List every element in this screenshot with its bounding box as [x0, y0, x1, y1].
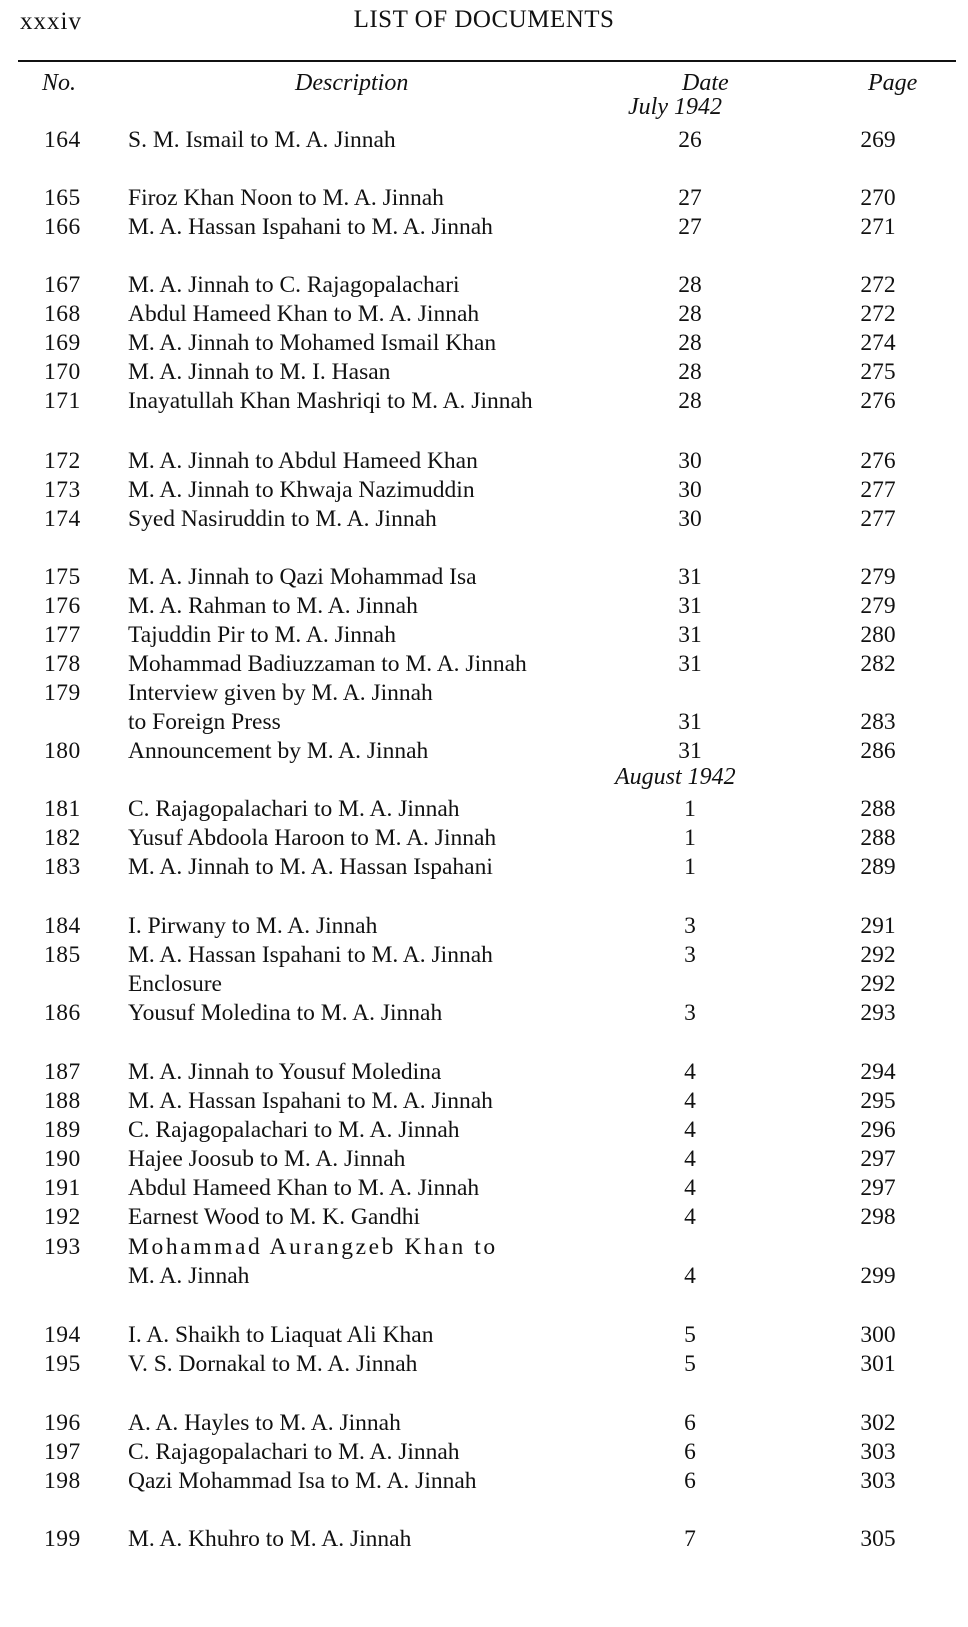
doc-date: 31: [678, 622, 702, 648]
doc-description: Syed Nasiruddin to M. A. Jinnah: [128, 506, 437, 532]
table-row: [0, 328, 968, 358]
table-row: [0, 1524, 968, 1554]
doc-date: 31: [678, 709, 702, 735]
doc-page: 282: [860, 651, 896, 677]
month-heading-august: August 1942: [615, 764, 736, 790]
table-row: [0, 1408, 968, 1438]
doc-description: Yousuf Moledina to M. A. Jinnah: [128, 1000, 443, 1026]
doc-number: 182: [44, 825, 81, 851]
doc-page: 288: [860, 796, 896, 822]
doc-number: 171: [44, 388, 81, 414]
doc-date: 7: [684, 1526, 696, 1552]
doc-date: 3: [684, 913, 696, 939]
doc-number: 187: [44, 1059, 81, 1085]
doc-description: Mohammad Aurangzeb Khan to: [128, 1234, 498, 1260]
column-header-no: No.: [42, 70, 77, 96]
doc-page: 275: [860, 359, 896, 385]
table-row: [0, 1115, 968, 1145]
doc-description: Firoz Khan Noon to M. A. Jinnah: [128, 185, 444, 211]
doc-description: C. Rajagopalachari to M. A. Jinnah: [128, 1439, 460, 1465]
doc-page: 302: [860, 1410, 896, 1436]
doc-page: 297: [860, 1175, 896, 1201]
doc-number: 185: [44, 942, 81, 968]
doc-number: 179: [44, 680, 81, 706]
doc-page: 300: [860, 1322, 896, 1348]
doc-page: 277: [860, 506, 896, 532]
doc-number: 193: [44, 1234, 81, 1260]
doc-page: 274: [860, 330, 896, 356]
doc-page: 303: [860, 1468, 896, 1494]
doc-number: 168: [44, 301, 81, 327]
doc-page: 276: [860, 448, 896, 474]
table-row: [0, 649, 968, 679]
table-row: [0, 562, 968, 592]
doc-description: Earnest Wood to M. K. Gandhi: [128, 1204, 421, 1230]
doc-date: 30: [678, 448, 702, 474]
doc-date: 4: [684, 1204, 696, 1230]
table-row: [0, 212, 968, 242]
doc-description: Enclosure: [128, 971, 222, 997]
table-row: [0, 357, 968, 387]
table-row: [0, 270, 968, 300]
doc-description: Inayatullah Khan Mashriqi to M. A. Jinnah: [128, 388, 533, 414]
table-row: [0, 998, 968, 1028]
table-row: [0, 940, 968, 970]
doc-number: 192: [44, 1204, 81, 1230]
doc-description: M. A. Jinnah to Khwaja Nazimuddin: [128, 477, 475, 503]
doc-date: 6: [684, 1439, 696, 1465]
doc-number: 169: [44, 330, 81, 356]
doc-number: 194: [44, 1322, 81, 1348]
month-heading-july: July 1942: [628, 94, 722, 120]
doc-number: 188: [44, 1088, 81, 1114]
doc-number: 186: [44, 1000, 81, 1026]
doc-page: 292: [860, 942, 896, 968]
doc-description: V. S. Dornakal to M. A. Jinnah: [128, 1351, 418, 1377]
doc-number: 197: [44, 1439, 81, 1465]
table-row: [0, 125, 968, 155]
doc-page: 294: [860, 1059, 896, 1085]
table-row: [0, 1144, 968, 1174]
running-title: LIST OF DOCUMENTS: [353, 6, 615, 33]
table-row: [0, 707, 968, 737]
doc-date: 1: [684, 825, 696, 851]
table-row: [0, 386, 968, 416]
table-row: [0, 1173, 968, 1203]
doc-date: 4: [684, 1175, 696, 1201]
doc-page: 293: [860, 1000, 896, 1026]
doc-number: 184: [44, 913, 81, 939]
table-row: [0, 299, 968, 329]
doc-page: 298: [860, 1204, 896, 1230]
doc-page: 289: [860, 854, 896, 880]
doc-description: Announcement by M. A. Jinnah: [128, 738, 429, 764]
doc-page: 305: [860, 1526, 896, 1552]
doc-page: 291: [860, 913, 896, 939]
doc-description: Mohammad Badiuzzaman to M. A. Jinnah: [128, 651, 527, 677]
doc-page: 272: [860, 272, 896, 298]
doc-number: 196: [44, 1410, 81, 1436]
table-row: [0, 504, 968, 534]
table-row: [0, 620, 968, 650]
doc-page: 292: [860, 971, 896, 997]
doc-page: 286: [860, 738, 896, 764]
table-row: [0, 794, 968, 824]
doc-number: 190: [44, 1146, 81, 1172]
doc-number: 181: [44, 796, 81, 822]
doc-date: 28: [678, 359, 702, 385]
doc-date: 30: [678, 506, 702, 532]
doc-page: 279: [860, 593, 896, 619]
doc-number: 176: [44, 593, 81, 619]
doc-number: 177: [44, 622, 81, 648]
doc-page: 276: [860, 388, 896, 414]
page-number: xxxiv: [20, 8, 82, 35]
doc-page: 299: [860, 1263, 896, 1289]
column-header-date: Date: [682, 70, 729, 96]
doc-page: 283: [860, 709, 896, 735]
doc-date: 27: [678, 185, 702, 211]
column-header-page: Page: [868, 70, 918, 96]
table-row: [0, 1202, 968, 1232]
doc-number: 183: [44, 854, 81, 880]
doc-date: 1: [684, 796, 696, 822]
doc-page: 280: [860, 622, 896, 648]
table-row: [0, 911, 968, 941]
doc-description: I. A. Shaikh to Liaquat Ali Khan: [128, 1322, 434, 1348]
doc-description: to Foreign Press: [128, 709, 281, 735]
doc-number: 198: [44, 1468, 81, 1494]
doc-date: 26: [678, 127, 702, 153]
table-row: [0, 1232, 968, 1262]
doc-description: M. A. Hassan Ispahani to M. A. Jinnah: [128, 1088, 493, 1114]
doc-date: 5: [684, 1322, 696, 1348]
doc-date: 1: [684, 854, 696, 880]
doc-date: 31: [678, 738, 702, 764]
doc-number: 172: [44, 448, 81, 474]
table-row: [0, 1057, 968, 1087]
doc-page: 271: [860, 214, 896, 240]
table-row: [0, 969, 968, 999]
doc-description: Qazi Mohammad Isa to M. A. Jinnah: [128, 1468, 477, 1494]
doc-number: 170: [44, 359, 81, 385]
doc-description: M. A. Jinnah: [128, 1263, 250, 1289]
doc-page: 295: [860, 1088, 896, 1114]
doc-date: 4: [684, 1059, 696, 1085]
doc-page: 297: [860, 1146, 896, 1172]
column-header-description: Description: [295, 70, 409, 96]
table-row: [0, 678, 968, 708]
doc-date: 28: [678, 330, 702, 356]
doc-description: Yusuf Abdoola Haroon to M. A. Jinnah: [128, 825, 497, 851]
doc-number: 174: [44, 506, 81, 532]
header-rule: [18, 60, 956, 62]
doc-number: 191: [44, 1175, 81, 1201]
doc-description: Interview given by M. A. Jinnah: [128, 680, 433, 706]
doc-description: Abdul Hameed Khan to M. A. Jinnah: [128, 301, 480, 327]
doc-description: M. A. Jinnah to M. A. Hassan Ispahani: [128, 854, 493, 880]
table-row: [0, 736, 968, 766]
doc-date: 6: [684, 1410, 696, 1436]
doc-date: 28: [678, 272, 702, 298]
doc-number: 164: [44, 127, 81, 153]
doc-description: S. M. Ismail to M. A. Jinnah: [128, 127, 396, 153]
doc-date: 30: [678, 477, 702, 503]
table-row: [0, 475, 968, 505]
table-row: [0, 1320, 968, 1350]
doc-page: 279: [860, 564, 896, 590]
doc-description: C. Rajagopalachari to M. A. Jinnah: [128, 796, 460, 822]
doc-number: 195: [44, 1351, 81, 1377]
doc-description: M. A. Khuhro to M. A. Jinnah: [128, 1526, 412, 1552]
doc-date: 6: [684, 1468, 696, 1494]
table-row: [0, 823, 968, 853]
doc-description: M. A. Jinnah to Mohamed Ismail Khan: [128, 330, 497, 356]
doc-description: A. A. Hayles to M. A. Jinnah: [128, 1410, 401, 1436]
doc-number: 165: [44, 185, 81, 211]
doc-description: M. A. Hassan Ispahani to M. A. Jinnah: [128, 942, 493, 968]
doc-page: 296: [860, 1117, 896, 1143]
doc-page: 288: [860, 825, 896, 851]
doc-number: 199: [44, 1526, 81, 1552]
doc-description: C. Rajagopalachari to M. A. Jinnah: [128, 1117, 460, 1143]
doc-date: 28: [678, 388, 702, 414]
doc-description: M. A. Jinnah to C. Rajagopalachari: [128, 272, 460, 298]
doc-number: 167: [44, 272, 81, 298]
doc-date: 31: [678, 593, 702, 619]
doc-number: 180: [44, 738, 81, 764]
table-row: [0, 446, 968, 476]
doc-page: 301: [860, 1351, 896, 1377]
doc-number: 178: [44, 651, 81, 677]
doc-date: 5: [684, 1351, 696, 1377]
doc-description: M. A. Jinnah to Qazi Mohammad Isa: [128, 564, 477, 590]
doc-description: M. A. Rahman to M. A. Jinnah: [128, 593, 418, 619]
table-row: [0, 1261, 968, 1291]
table-row: [0, 852, 968, 882]
doc-description: Tajuddin Pir to M. A. Jinnah: [128, 622, 396, 648]
doc-description: Abdul Hameed Khan to M. A. Jinnah: [128, 1175, 480, 1201]
doc-date: 31: [678, 651, 702, 677]
doc-page: 272: [860, 301, 896, 327]
doc-date: 4: [684, 1263, 696, 1289]
doc-date: 3: [684, 1000, 696, 1026]
doc-number: 175: [44, 564, 81, 590]
doc-number: 189: [44, 1117, 81, 1143]
doc-date: 28: [678, 301, 702, 327]
table-row: [0, 591, 968, 621]
table-row: [0, 183, 968, 213]
doc-page: 303: [860, 1439, 896, 1465]
doc-description: Hajee Joosub to M. A. Jinnah: [128, 1146, 406, 1172]
doc-description: M. A. Jinnah to M. I. Hasan: [128, 359, 391, 385]
doc-page: 270: [860, 185, 896, 211]
doc-description: M. A. Jinnah to Abdul Hameed Khan: [128, 448, 478, 474]
doc-description: I. Pirwany to M. A. Jinnah: [128, 913, 378, 939]
table-row: [0, 1349, 968, 1379]
doc-description: M. A. Jinnah to Yousuf Moledina: [128, 1059, 442, 1085]
doc-page: 277: [860, 477, 896, 503]
doc-number: 173: [44, 477, 81, 503]
doc-number: 166: [44, 214, 81, 240]
table-row: [0, 1466, 968, 1496]
table-row: [0, 1086, 968, 1116]
doc-date: 4: [684, 1146, 696, 1172]
table-row: [0, 1437, 968, 1467]
doc-date: 27: [678, 214, 702, 240]
doc-date: 4: [684, 1117, 696, 1143]
doc-page: 269: [860, 127, 896, 153]
doc-date: 31: [678, 564, 702, 590]
doc-date: 4: [684, 1088, 696, 1114]
doc-description: M. A. Hassan Ispahani to M. A. Jinnah: [128, 214, 493, 240]
doc-date: 3: [684, 942, 696, 968]
